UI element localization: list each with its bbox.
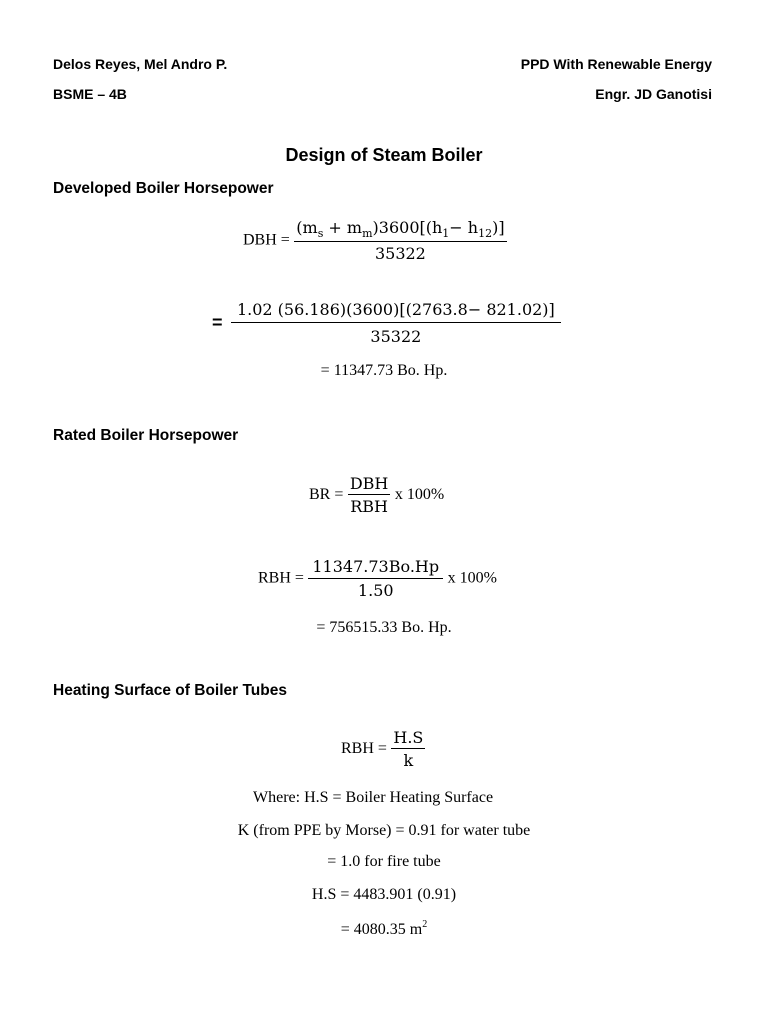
student-section: BSME – 4B	[53, 86, 127, 102]
hs-calculation: H.S = 4483.901 (0.91)	[311, 886, 457, 903]
section-heading-developed: Developed Boiler Horsepower	[53, 180, 274, 197]
br-rhs: x 100%	[394, 486, 445, 503]
hs-lhs: RBH =	[341, 740, 387, 757]
hs-where-line: Where: H.S = Boiler Heating Surface	[253, 789, 494, 806]
dbh-lhs: DBH =	[243, 231, 290, 249]
k-fire-tube-line: = 1.0 for fire tube	[327, 853, 441, 870]
br-numerator: DBH	[349, 474, 389, 493]
rbh-result: = 756515.33 Bo. Hp.	[316, 619, 452, 636]
hs-denominator: k	[403, 751, 414, 770]
dbh-denominator: 35322	[374, 244, 426, 263]
dbh-equals-sign: =	[212, 312, 223, 333]
br-formula	[309, 474, 444, 516]
section-heading-heating: Heating Surface of Boiler Tubes	[53, 682, 287, 699]
rbh-lhs: RBH =	[258, 569, 304, 587]
course-name: PPD With Renewable Energy	[520, 56, 712, 72]
rbh-denominator: 1.50	[357, 581, 394, 600]
section-heading-rated: Rated Boiler Horsepower	[53, 427, 239, 444]
dbh-fraction	[294, 218, 506, 263]
dbh-substituted	[212, 300, 561, 346]
dbh-result: = 11347.73 Bo. Hp.	[320, 362, 448, 379]
page-title: Design of Steam Boiler	[285, 145, 483, 165]
dbh-substituted-denominator: 35322	[370, 327, 422, 346]
br-denominator: RBH	[350, 497, 388, 516]
hs-numerator: H.S	[393, 728, 424, 747]
rbh-formula	[258, 557, 497, 600]
br-lhs: BR =	[309, 486, 344, 503]
rbh-fraction	[308, 557, 443, 600]
hs-result-superscript: 2	[422, 919, 428, 930]
instructor-name: Engr. JD Ganotisi	[595, 86, 712, 102]
student-name: Delos Reyes, Mel Andro P.	[53, 56, 228, 72]
br-fraction	[348, 474, 391, 516]
rbh-rhs: x 100%	[447, 569, 497, 587]
dbh-substituted-fraction	[231, 300, 561, 346]
hs-result: = 4080.35 $m^2$	[340, 919, 428, 938]
rbh-numerator: 11347.73Bo.Hp	[308, 557, 443, 579]
dbh-formula	[243, 218, 507, 263]
dbh-substituted-numerator: 1.02 (56.186)(3600)[(2763.8− 821.02)]	[231, 300, 561, 323]
hs-formula	[341, 728, 425, 770]
dbh-numerator: $(m_s + m_m)3600[(h_1- h_{12})]$	[296, 218, 505, 240]
hs-fraction	[391, 728, 425, 770]
k-water-tube-line: K (from PPE by Morse) = 0.91 for water tube	[237, 822, 531, 839]
